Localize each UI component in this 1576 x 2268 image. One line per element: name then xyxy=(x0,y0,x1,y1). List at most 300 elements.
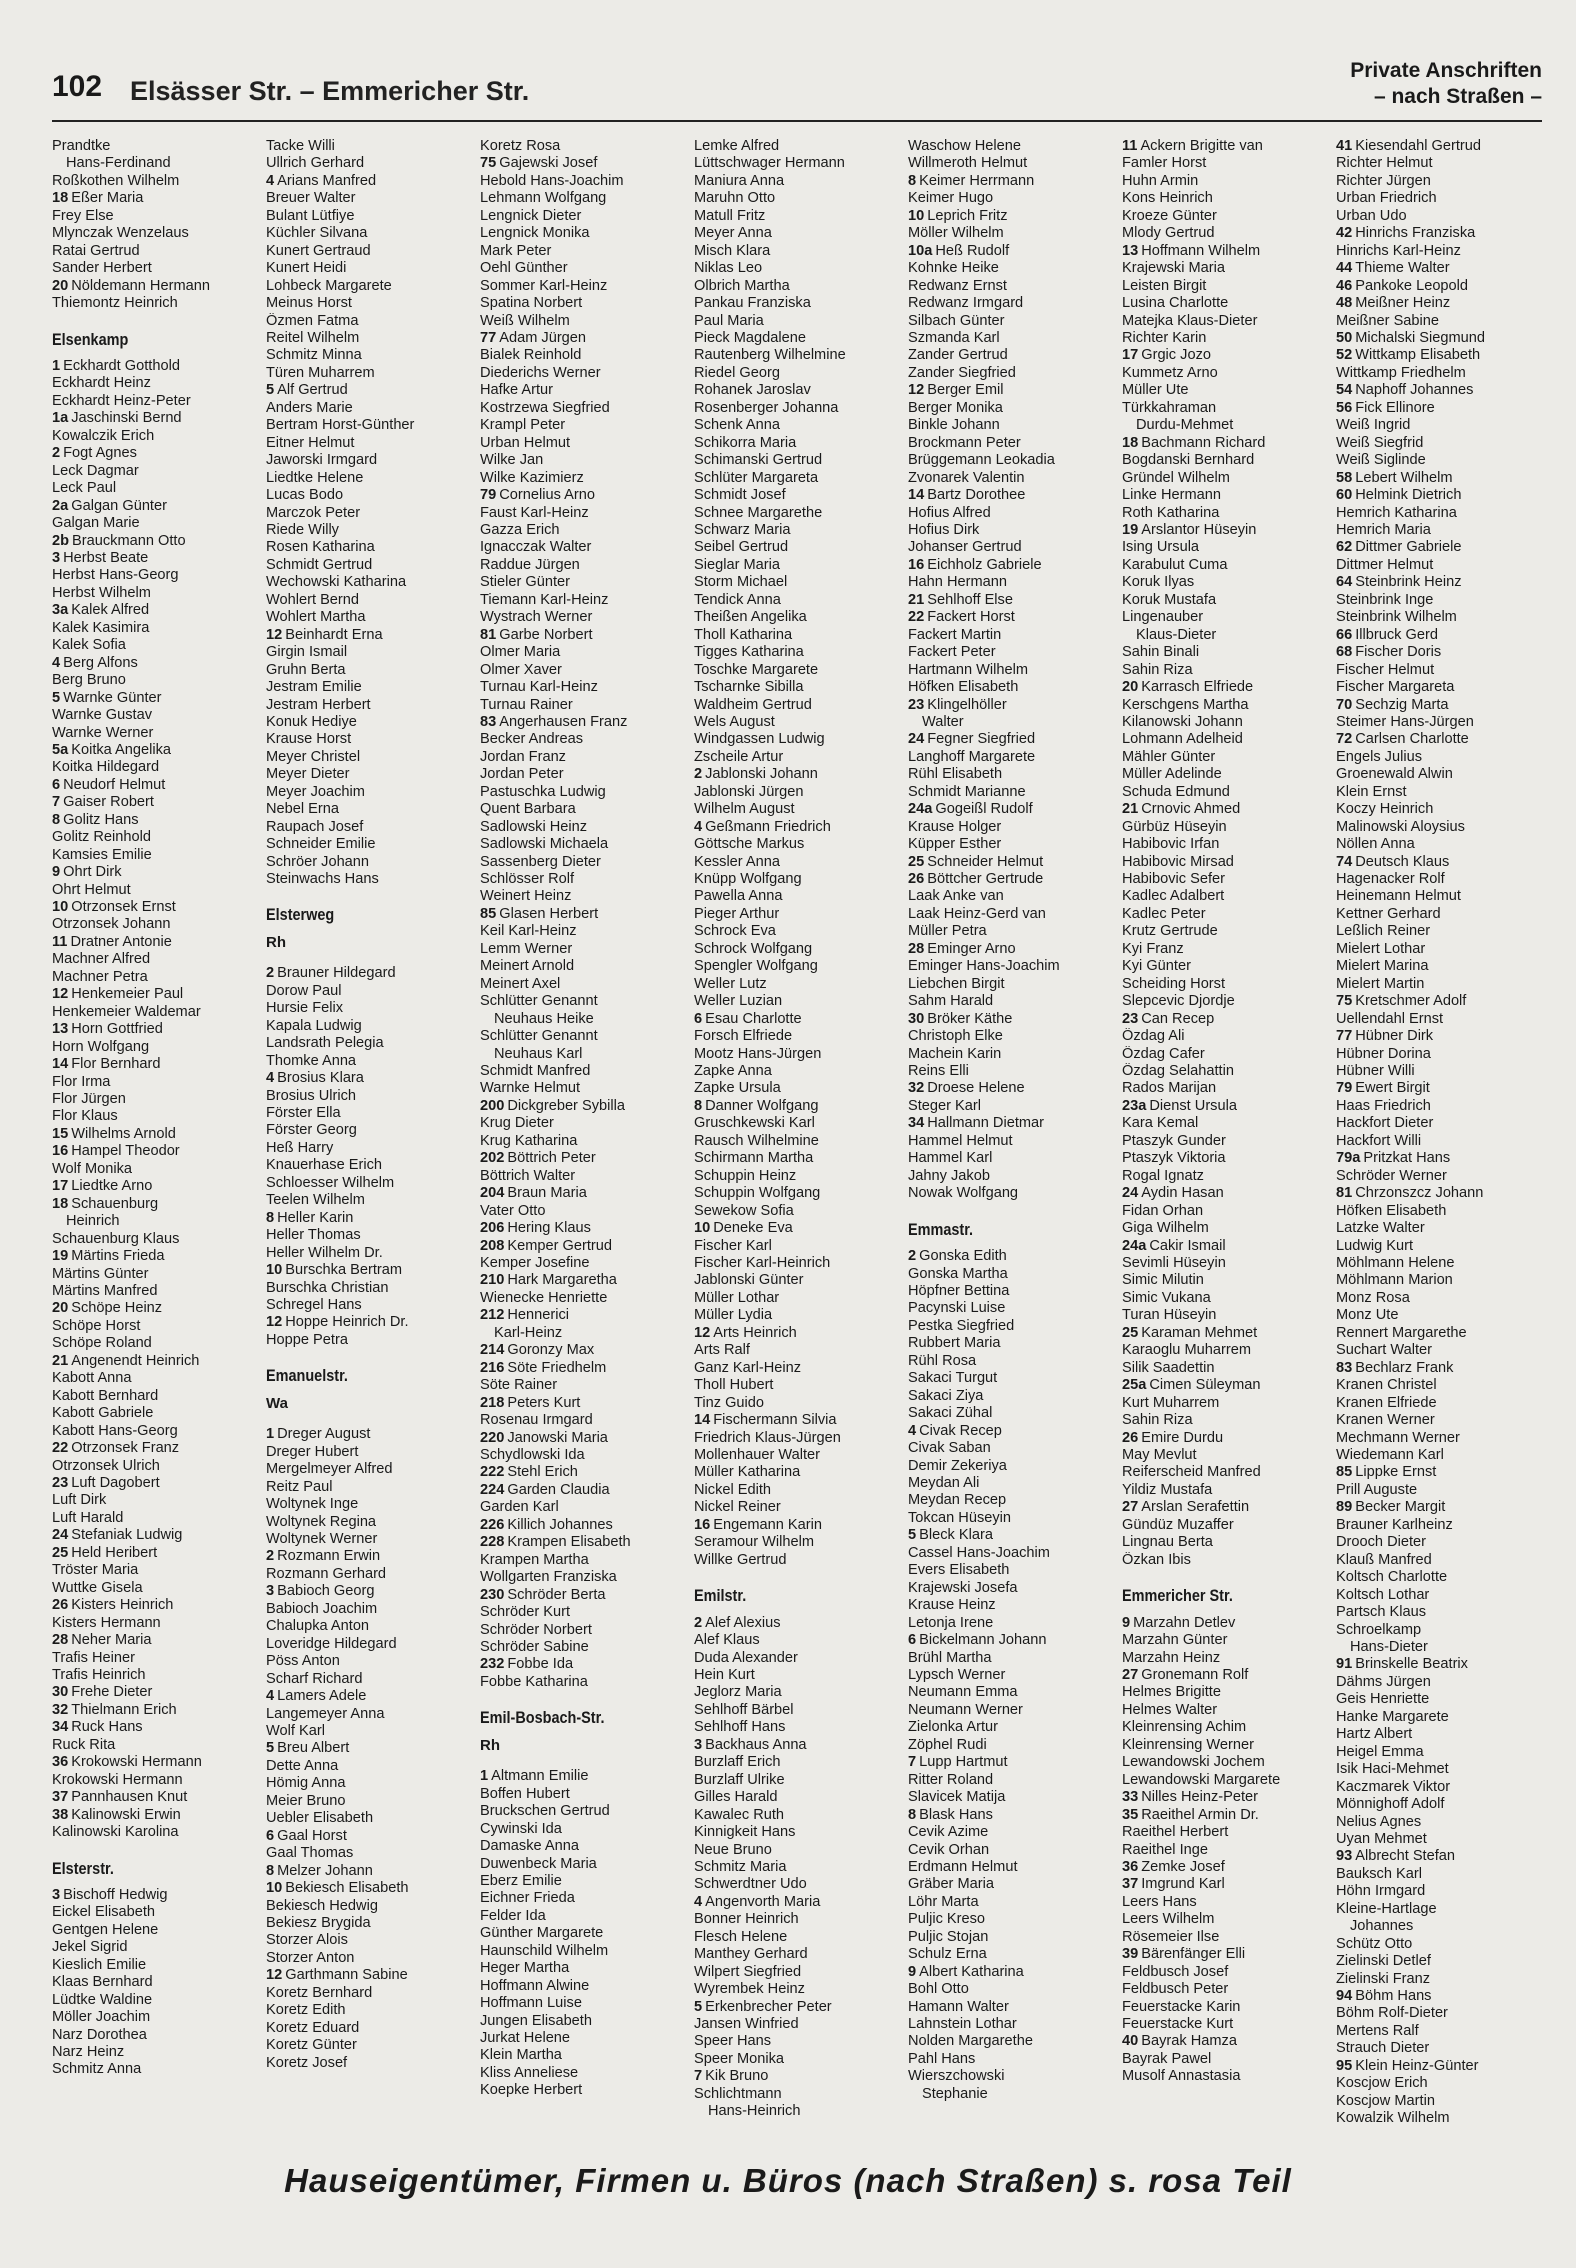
house-number: 10 xyxy=(908,207,925,224)
resident-entry xyxy=(52,1108,256,1125)
resident-name: Alef Alexius xyxy=(705,1614,781,1631)
resident-entry xyxy=(1122,138,1326,155)
resident-name: Dratner Antonie xyxy=(70,933,172,950)
resident-name: Zöphel Rudi xyxy=(908,1736,987,1753)
resident-entry xyxy=(266,435,470,452)
resident-entry xyxy=(52,1004,256,1021)
resident-name: Raddue Jürgen xyxy=(480,556,580,573)
resident-entry xyxy=(694,2051,898,2068)
resident-entry xyxy=(1336,801,1540,818)
resident-name: Tholl Katharina xyxy=(694,626,793,643)
resident-entry xyxy=(52,1957,256,1974)
resident-entry xyxy=(266,1461,470,1478)
resident-entry xyxy=(52,463,256,480)
house-number: 30 xyxy=(52,1684,69,1701)
resident-entry xyxy=(1336,1883,1540,1900)
resident-entry xyxy=(1122,2033,1326,2050)
resident-name: Kons Heinrich xyxy=(1122,190,1213,207)
resident-entry xyxy=(908,173,1112,190)
resident-name: Hömig Anna xyxy=(266,1775,346,1792)
resident-entry xyxy=(266,1496,470,1513)
resident-entry xyxy=(52,1632,256,1649)
resident-name: Rühl Rosa xyxy=(908,1352,977,1369)
resident-entry xyxy=(694,1063,898,1080)
resident-entry xyxy=(1336,487,1540,504)
resident-entry xyxy=(52,1423,256,1440)
resident-name: Haunschild Wilhelm xyxy=(480,1942,609,1959)
house-number: 10a xyxy=(908,242,933,259)
resident-name: Ohrt Helmut xyxy=(52,881,131,898)
resident-entry xyxy=(1336,452,1540,469)
resident-entry xyxy=(694,1754,898,1771)
resident-name: Can Recep xyxy=(1141,1010,1215,1027)
resident-name: Pankau Franziska xyxy=(694,295,811,312)
resident-entry xyxy=(908,225,1112,242)
street-heading: Emil-Bosbach-Str. xyxy=(480,1708,605,1728)
resident-entry xyxy=(266,1297,470,1314)
resident-name: Zander Gertrud xyxy=(908,347,1008,364)
resident-name: Höhn Irmgard xyxy=(1336,1883,1426,1900)
resident-entry xyxy=(694,173,898,190)
house-number: 2b xyxy=(52,532,70,549)
resident-entry xyxy=(52,1545,256,1562)
resident-entry xyxy=(1336,1726,1540,1743)
resident-name: Johannes xyxy=(1350,1918,1414,1935)
resident-entry xyxy=(480,1890,684,1907)
house-number: 5 xyxy=(694,1998,703,2015)
resident-entry xyxy=(908,1981,1112,1998)
resident-name: Arslantor Hüseyin xyxy=(1141,521,1257,538)
resident-name: Esau Charlotte xyxy=(705,1010,802,1027)
house-number: 50 xyxy=(1336,329,1353,346)
resident-name: Hallmann Dietmar xyxy=(927,1115,1045,1132)
resident-name: Backhaus Anna xyxy=(705,1736,807,1753)
house-number: 56 xyxy=(1336,399,1353,416)
resident-entry xyxy=(908,888,1112,905)
resident-entry xyxy=(52,498,256,515)
resident-name: Anders Marie xyxy=(266,399,353,416)
resident-name: Jaschinski Bernd xyxy=(71,410,182,427)
resident-entry xyxy=(908,1046,1112,1063)
resident-entry xyxy=(1336,1796,1540,1813)
directory-column xyxy=(908,138,1112,2138)
resident-name: Strauch Dieter xyxy=(1336,2040,1430,2057)
resident-entry xyxy=(1336,1936,1540,1953)
resident-entry xyxy=(266,1088,470,1105)
resident-name: Krajewski Maria xyxy=(1122,260,1225,277)
resident-entry xyxy=(694,1824,898,1841)
resident-entry xyxy=(480,1622,684,1639)
resident-name: Urban Helmut xyxy=(480,434,571,451)
resident-entry xyxy=(908,1266,1112,1283)
resident-entry xyxy=(266,2020,470,2037)
resident-name: Niklas Leo xyxy=(694,260,763,277)
house-number: 11 xyxy=(52,933,68,950)
resident-name: Steinbrink Heinz xyxy=(1355,574,1462,591)
house-number: 79 xyxy=(480,487,497,504)
resident-entry xyxy=(1336,1063,1540,1080)
resident-entry xyxy=(480,2082,684,2099)
resident-name: Angenvorth Maria xyxy=(705,1893,821,1910)
resident-name: Kohnke Heike xyxy=(908,260,999,277)
resident-name: Uebler Elisabeth xyxy=(266,1810,374,1827)
directory-column xyxy=(694,138,898,2138)
resident-entry xyxy=(1122,976,1326,993)
resident-name: Lohmann Adelheid xyxy=(1122,731,1243,748)
resident-name: Meydan Ali xyxy=(908,1474,980,1491)
resident-entry xyxy=(1122,644,1326,661)
resident-entry xyxy=(480,1307,684,1324)
resident-entry xyxy=(480,243,684,260)
house-number: 37 xyxy=(52,1789,69,1806)
resident-name: Eitner Helmut xyxy=(266,434,355,451)
resident-entry xyxy=(1336,190,1540,207)
resident-entry xyxy=(52,742,256,759)
resident-name: Schlütter Genannt xyxy=(480,993,598,1010)
resident-entry xyxy=(1122,1964,1326,1981)
resident-entry xyxy=(1122,1046,1326,1063)
resident-entry xyxy=(52,882,256,899)
resident-name: Pacynski Luise xyxy=(908,1300,1006,1317)
resident-entry xyxy=(52,916,256,933)
resident-entry xyxy=(1336,958,1540,975)
resident-name: Ganz Karl-Heinz xyxy=(694,1359,802,1376)
resident-name: Habibovic Sefer xyxy=(1122,871,1226,888)
resident-name: Zander Siegfried xyxy=(908,364,1016,381)
resident-name: Golitz Reinhold xyxy=(52,829,151,846)
resident-entry xyxy=(694,679,898,696)
resident-entry xyxy=(480,819,684,836)
resident-name: Hoppe Petra xyxy=(266,1331,348,1348)
resident-name: Bulant Lütfiye xyxy=(266,207,355,224)
house-number: 74 xyxy=(1336,853,1353,870)
resident-entry xyxy=(52,278,256,295)
resident-name: Aydin Hasan xyxy=(1141,1185,1224,1202)
resident-entry xyxy=(908,1597,1112,1614)
resident-entry xyxy=(480,1552,684,1569)
resident-name: Civak Recep xyxy=(919,1422,1002,1439)
house-number: 58 xyxy=(1336,469,1353,486)
house-number: 24 xyxy=(1122,1185,1139,1202)
resident-entry xyxy=(694,1499,898,1516)
resident-name: Maniura Anna xyxy=(694,172,785,189)
resident-name: Flor Klaus xyxy=(52,1108,118,1125)
resident-entry xyxy=(1122,1667,1326,1684)
resident-name: Eminger Arno xyxy=(927,940,1016,957)
resident-entry xyxy=(52,1196,256,1213)
resident-entry xyxy=(480,1342,684,1359)
resident-entry xyxy=(1336,1569,1540,1586)
resident-entry xyxy=(266,1985,470,2002)
house-number: 44 xyxy=(1336,260,1353,277)
resident-name: Mootz Hans-Jürgen xyxy=(694,1045,822,1062)
resident-name: Girgin Ismail xyxy=(266,644,348,661)
resident-entry xyxy=(1336,1185,1540,1202)
resident-name: Jurkat Helene xyxy=(480,2030,571,2047)
resident-name: Schloesser Wilhelm xyxy=(266,1174,395,1191)
house-number: 34 xyxy=(908,1115,925,1132)
resident-entry xyxy=(908,190,1112,207)
resident-name: Richter Karin xyxy=(1122,329,1207,346)
resident-entry xyxy=(694,609,898,626)
resident-entry xyxy=(52,1789,256,1806)
resident-name: Neumann Werner xyxy=(908,1701,1023,1718)
resident-entry xyxy=(694,1859,898,1876)
resident-entry xyxy=(694,1412,898,1429)
resident-entry xyxy=(480,2013,684,2030)
resident-name: Kalinowski Erwin xyxy=(71,1806,181,1823)
resident-name: Krampen Martha xyxy=(480,1551,589,1568)
resident-entry xyxy=(908,906,1112,923)
resident-entry xyxy=(480,539,684,556)
resident-name: Berg Alfons xyxy=(63,654,138,671)
resident-entry xyxy=(1122,888,1326,905)
resident-entry xyxy=(480,627,684,644)
house-number: 208 xyxy=(480,1237,505,1254)
street-heading: Emilstr. xyxy=(694,1586,747,1606)
resident-name: Richter Helmut xyxy=(1336,155,1433,172)
resident-entry xyxy=(480,1943,684,1960)
resident-name: Hark Margaretha xyxy=(507,1272,617,1289)
resident-name: Gräber Maria xyxy=(908,1876,994,1893)
resident-entry xyxy=(1336,1360,1540,1377)
house-number: 9 xyxy=(908,1963,917,1980)
resident-entry xyxy=(1122,1272,1326,1289)
resident-name: Brauckmann Otto xyxy=(72,532,186,549)
resident-entry xyxy=(266,1426,470,1443)
resident-name: Becker Margit xyxy=(1355,1499,1446,1516)
resident-entry xyxy=(1336,2005,1540,2022)
resident-entry xyxy=(52,1318,256,1335)
resident-entry xyxy=(694,993,898,1010)
resident-name: Mielert Marina xyxy=(1336,958,1429,975)
resident-name: Ptaszyk Viktoria xyxy=(1122,1150,1226,1167)
resident-name: Breu Albert xyxy=(277,1740,350,1757)
resident-entry xyxy=(52,1353,256,1370)
resident-entry xyxy=(480,766,684,783)
house-number: 12 xyxy=(266,1967,283,1984)
resident-name: Dorow Paul xyxy=(266,982,342,999)
resident-entry xyxy=(1122,539,1326,556)
house-number: 9 xyxy=(1122,1614,1131,1631)
resident-name: Geßmann Friedrich xyxy=(705,818,831,835)
resident-entry xyxy=(266,627,470,644)
resident-name: Fackert Martin xyxy=(908,626,1002,643)
resident-name: Koruk Mustafa xyxy=(1122,591,1217,608)
resident-entry xyxy=(52,480,256,497)
resident-entry xyxy=(694,452,898,469)
resident-name: Dette Anna xyxy=(266,1757,339,1774)
resident-name: Nebel Erna xyxy=(266,801,340,818)
resident-name: Neumann Emma xyxy=(908,1684,1018,1701)
house-number: 5 xyxy=(266,382,275,399)
resident-entry xyxy=(1336,505,1540,522)
resident-name: Otrzonsek Johann xyxy=(52,916,171,933)
resident-name: Fidan Orhan xyxy=(1122,1202,1204,1219)
resident-name: Hans-Ferdinand xyxy=(66,155,171,172)
house-number: 75 xyxy=(480,155,497,172)
house-number: 3 xyxy=(52,549,61,566)
resident-entry xyxy=(52,1458,256,1475)
resident-entry xyxy=(480,993,684,1010)
resident-entry xyxy=(1336,295,1540,312)
resident-name: Turnau Rainer xyxy=(480,696,573,713)
house-number: 23a xyxy=(1122,1097,1147,1114)
resident-name: Rubbert Maria xyxy=(908,1335,1001,1352)
resident-entry xyxy=(1122,1615,1326,1632)
resident-entry xyxy=(52,243,256,260)
resident-name: Cornelius Arno xyxy=(499,487,595,504)
resident-name: Kalek Sofia xyxy=(52,637,126,654)
resident-name-continuation xyxy=(1122,417,1326,434)
house-number: 8 xyxy=(908,1806,917,1823)
resident-name: Konuk Hediye xyxy=(266,713,357,730)
resident-name: Kleine-Hartlage xyxy=(1336,1900,1437,1917)
resident-entry xyxy=(52,1807,256,1824)
resident-name: Lüttschwager Hermann xyxy=(694,155,845,172)
resident-entry xyxy=(52,1178,256,1195)
resident-name: Schuda Edmund xyxy=(1122,783,1230,800)
resident-entry xyxy=(694,784,898,801)
resident-entry xyxy=(1336,313,1540,330)
resident-entry xyxy=(480,1203,684,1220)
resident-name: Stephanie xyxy=(922,2085,988,2102)
resident-entry xyxy=(266,225,470,242)
resident-entry xyxy=(1336,1290,1540,1307)
resident-name: Christoph Elke xyxy=(908,1028,1003,1045)
house-number: 224 xyxy=(480,1481,505,1498)
resident-entry xyxy=(1122,958,1326,975)
resident-name: Szmanda Karl xyxy=(908,329,1000,346)
resident-entry xyxy=(266,1932,470,1949)
resident-entry xyxy=(266,1514,470,1531)
resident-name: Tiemann Karl-Heinz xyxy=(480,591,609,608)
resident-entry xyxy=(52,829,256,846)
resident-entry xyxy=(52,1248,256,1265)
house-number: 38 xyxy=(52,1806,69,1823)
resident-name: Rosenberger Johanna xyxy=(694,399,839,416)
resident-name: Klauß Manfred xyxy=(1336,1551,1432,1568)
resident-entry xyxy=(694,1272,898,1289)
resident-name: Gruschkewski Karl xyxy=(694,1115,815,1132)
house-number: 32 xyxy=(908,1080,925,1097)
resident-name: Reitz Paul xyxy=(266,1478,333,1495)
resident-entry xyxy=(52,445,256,462)
resident-name: Kummetz Arno xyxy=(1122,364,1218,381)
resident-entry xyxy=(266,679,470,696)
resident-name: Koretz Edith xyxy=(266,2002,346,2019)
house-number: 8 xyxy=(908,172,917,189)
resident-name: Brühl Martha xyxy=(908,1649,992,1666)
resident-name: Mlody Gertrud xyxy=(1122,225,1215,242)
resident-entry xyxy=(908,400,1112,417)
resident-name: Narz Heinz xyxy=(52,2044,125,2061)
resident-entry xyxy=(694,958,898,975)
resident-name: Löhr Marta xyxy=(908,1893,979,1910)
resident-entry xyxy=(480,400,684,417)
resident-name: Wolf Karl xyxy=(266,1722,325,1739)
resident-entry xyxy=(52,225,256,242)
resident-entry xyxy=(1336,330,1540,347)
resident-entry xyxy=(1122,173,1326,190)
resident-entry xyxy=(52,1335,256,1352)
resident-entry xyxy=(266,539,470,556)
resident-name: Frey Else xyxy=(52,207,114,224)
resident-entry xyxy=(480,976,684,993)
resident-name: Schregel Hans xyxy=(266,1297,362,1313)
resident-entry xyxy=(266,1706,470,1723)
resident-entry xyxy=(1336,435,1540,452)
resident-entry xyxy=(1122,1754,1326,1771)
resident-entry xyxy=(480,1080,684,1097)
resident-name: Sevimli Hüseyin xyxy=(1122,1255,1226,1271)
resident-name: Sahin Riza xyxy=(1122,1412,1193,1429)
resident-entry xyxy=(52,1737,256,1754)
resident-name: Alf Gertrud xyxy=(277,382,348,399)
resident-entry xyxy=(1122,801,1326,818)
resident-entry xyxy=(480,836,684,853)
resident-name: Langemeyer Anna xyxy=(266,1705,385,1722)
resident-entry xyxy=(1122,749,1326,766)
resident-entry xyxy=(1122,1150,1326,1167)
resident-entry xyxy=(694,295,898,312)
resident-entry xyxy=(266,1175,470,1192)
resident-name: Windgassen Ludwig xyxy=(694,731,825,748)
resident-name: Bialek Reinhold xyxy=(480,347,582,364)
resident-entry xyxy=(52,1021,256,1038)
resident-entry xyxy=(1122,1412,1326,1429)
resident-entry xyxy=(266,278,470,295)
house-number: 28 xyxy=(52,1632,69,1649)
resident-entry xyxy=(1336,138,1540,155)
resident-entry xyxy=(694,1632,898,1649)
footer-note: Hauseigentümer, Firmen u. Büros (nach Straßen) s. rosa Teil xyxy=(284,2162,1292,2199)
resident-name: Braun Maria xyxy=(507,1185,587,1202)
resident-entry xyxy=(1336,1517,1540,1534)
resident-name: Sahin Riza xyxy=(1122,661,1193,678)
resident-entry xyxy=(908,1545,1112,1562)
resident-name: Bechlarz Frank xyxy=(1355,1359,1454,1376)
resident-entry xyxy=(694,1981,898,1998)
resident-entry xyxy=(480,1569,684,1586)
house-number: 230 xyxy=(480,1586,505,1603)
resident-entry xyxy=(52,1992,256,2009)
resident-entry xyxy=(908,505,1112,522)
resident-entry xyxy=(266,983,470,1000)
resident-name: Hartmann Wilhelm xyxy=(908,661,1029,678)
resident-entry xyxy=(1122,1080,1326,1097)
resident-entry xyxy=(1122,1772,1326,1789)
resident-name: Rausch Wilhelmine xyxy=(694,1132,819,1149)
resident-entry xyxy=(1122,1719,1326,1736)
resident-name: Türkkahraman xyxy=(1122,399,1217,416)
resident-name: Imgrund Karl xyxy=(1141,1876,1225,1893)
resident-name: Wiedemann Karl xyxy=(1336,1446,1444,1463)
resident-entry xyxy=(1122,1011,1326,1028)
resident-name: Schmitz Maria xyxy=(694,1858,787,1875)
resident-name: Groenewald Alwin xyxy=(1336,766,1453,783)
resident-entry xyxy=(1336,1552,1540,1569)
resident-entry xyxy=(52,550,256,567)
resident-entry xyxy=(1122,295,1326,312)
resident-name: Özmen Fatma xyxy=(266,312,359,329)
resident-name: Zielonka Artur xyxy=(908,1719,999,1736)
resident-entry xyxy=(694,1615,898,1632)
resident-entry xyxy=(1336,1779,1540,1796)
resident-entry xyxy=(1122,1185,1326,1202)
resident-entry xyxy=(694,923,898,940)
resident-entry xyxy=(266,190,470,207)
